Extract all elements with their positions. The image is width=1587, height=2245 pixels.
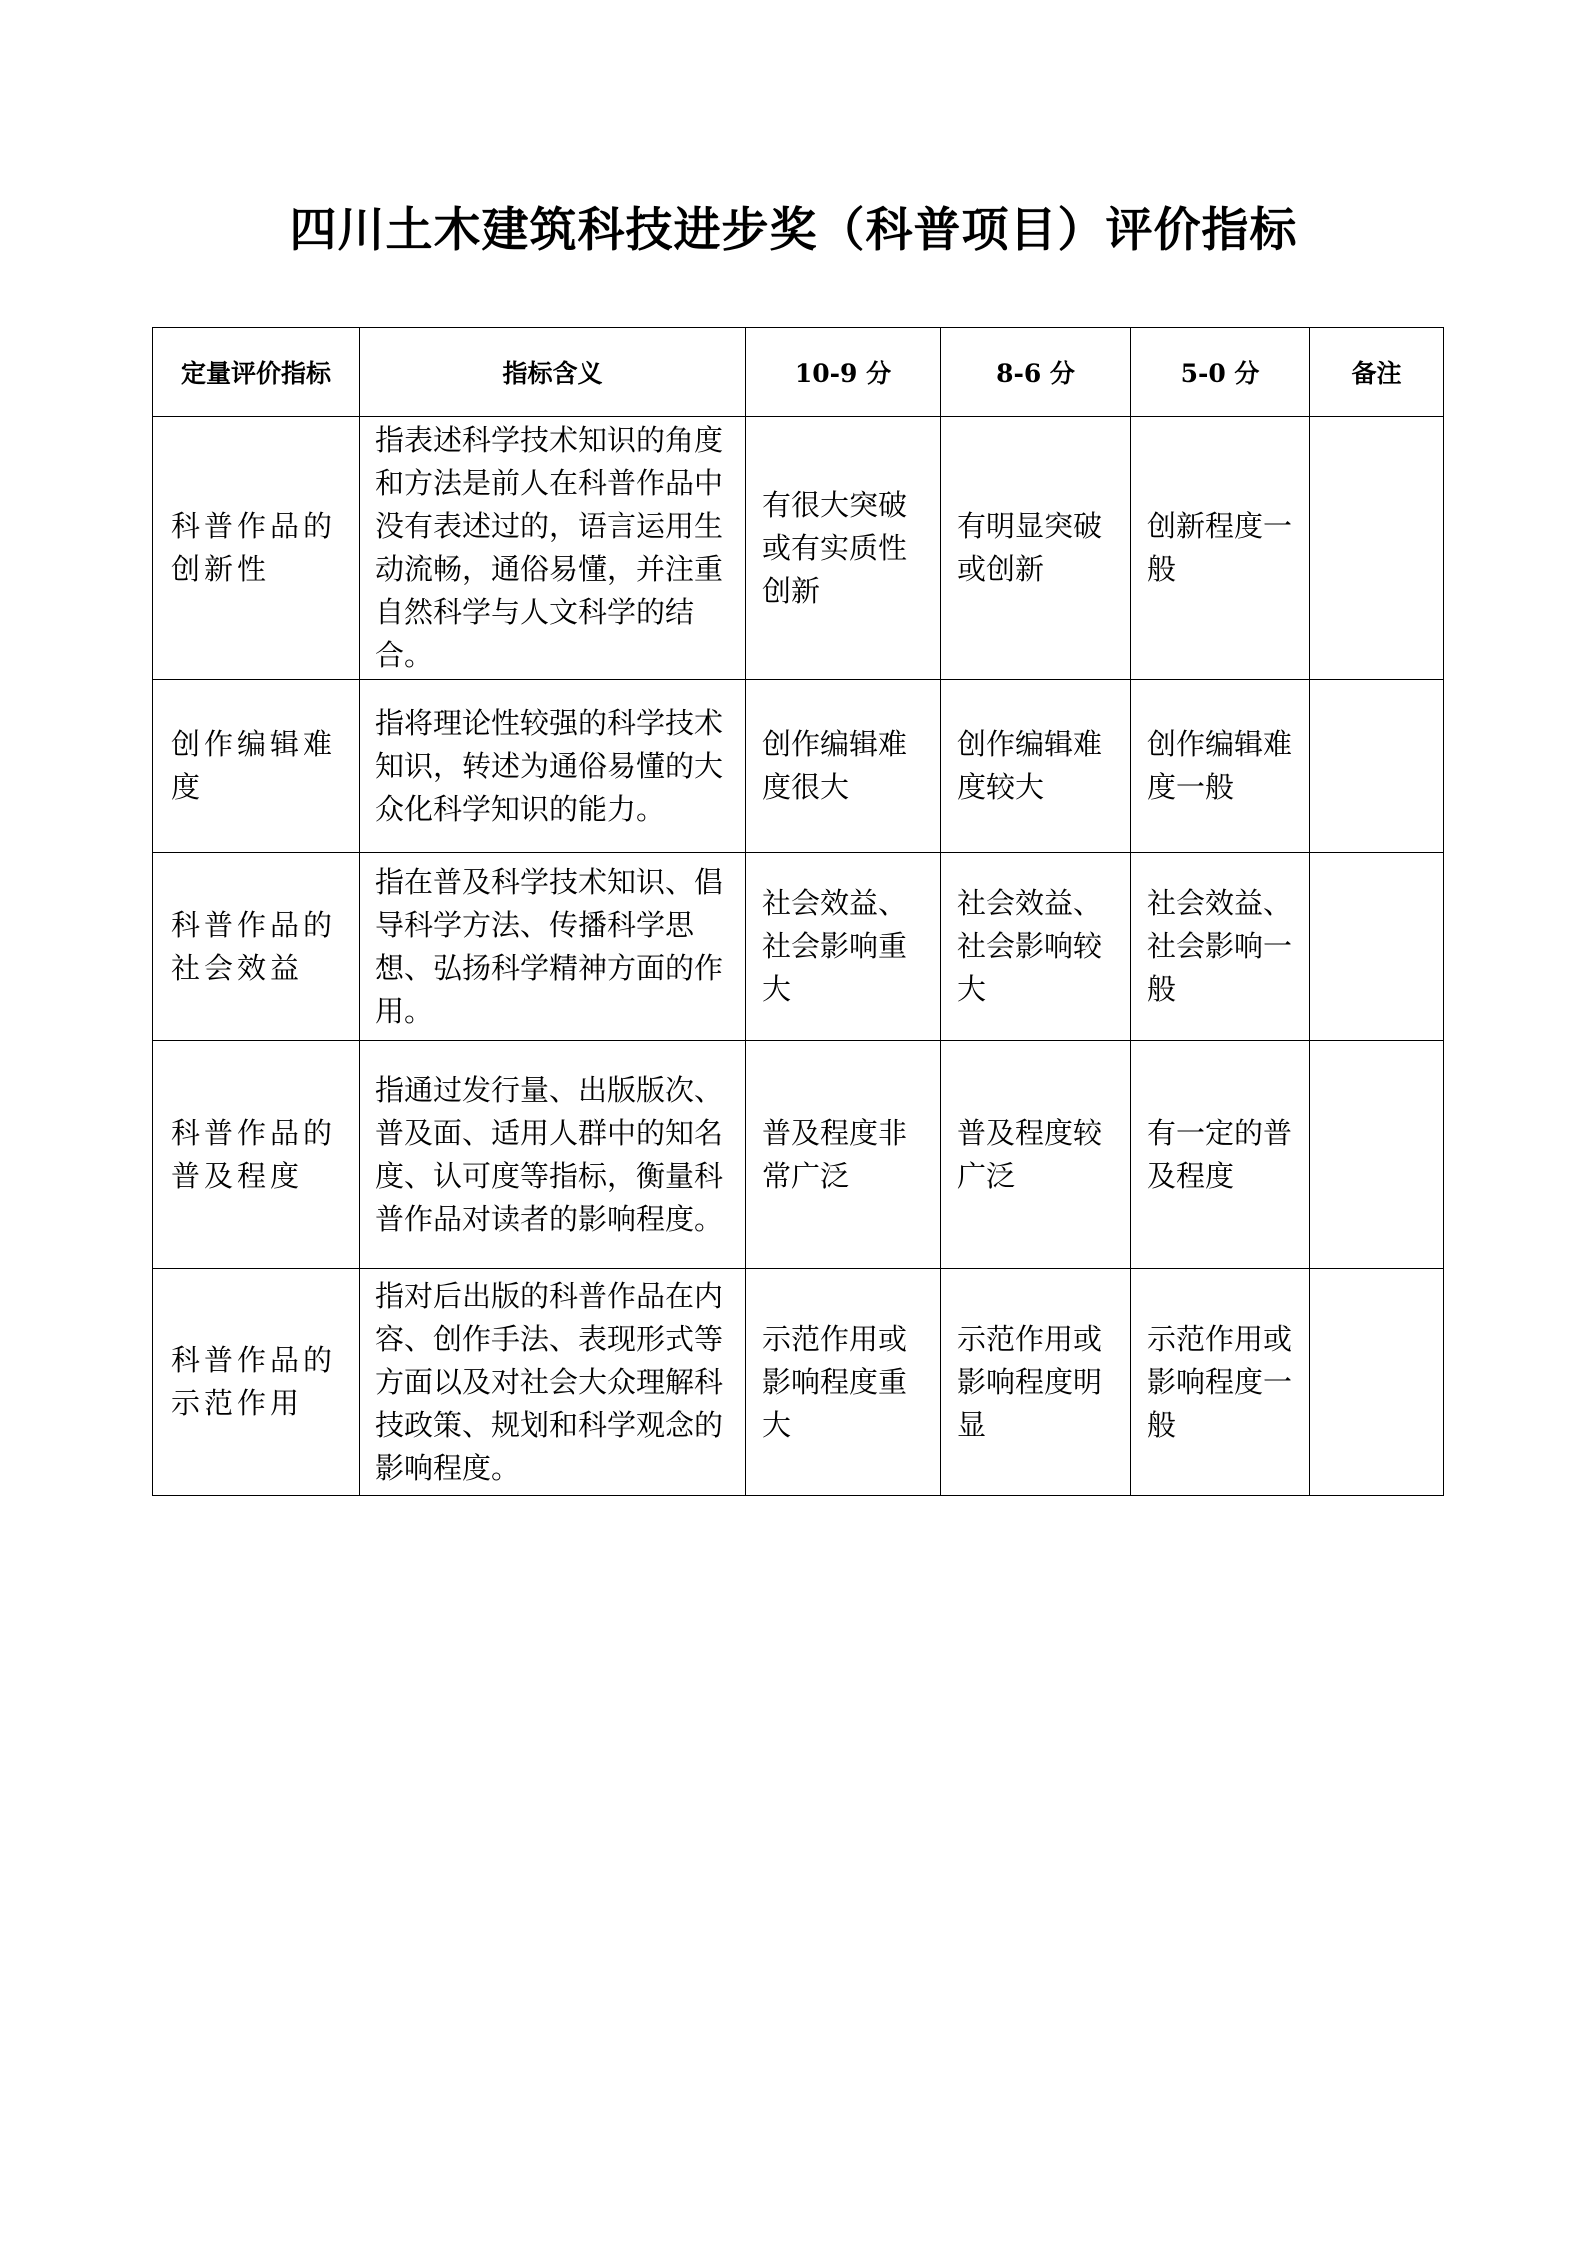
meaning-text: 指表述科学技术知识的角度和方法是前人在科普作品中没有表述过的，语言运用生动流畅，通俗易懂，并注重自然科学与人文科学的结合。 [375,423,724,672]
table-row [153,1269,1444,1496]
score-10-9-text: 有很大突破或有实质性创新 [762,487,908,608]
score-8-6-text: 有明显突破或创新 [957,509,1103,586]
meaning-text: 指将理论性较强的科学技术知识，转述为通俗易懂的大众化科学知识的能力。 [375,705,724,826]
table-row [153,417,1444,680]
indicator-text: 科普作品的社会效益 [171,907,337,985]
page-title: 四川土木建筑科技进步奖（科普项目）评价指标 [289,203,1298,258]
score-10-9-cell [746,853,941,1041]
score-5-0-cell [1131,680,1310,853]
table-row [153,1041,1444,1269]
score-8-6-cell [941,417,1131,680]
score-10-9-cell [746,417,941,680]
meaning-text: 指对后出版的科普作品在内容、创作手法、表现形式等方面以及对社会大众理解科技政策、规划和科学观念的影响程度。 [375,1278,724,1485]
remark-cell [1310,853,1444,1041]
score-5-0-cell [1131,853,1310,1041]
indicator-cell [153,1041,360,1269]
remark-text [1310,1380,1443,1384]
remark-text [1310,546,1443,550]
score-10-9-cell [746,680,941,853]
score-5-0-cell [1131,1041,1310,1269]
indicator-text: 创作编辑难度 [171,727,337,804]
score-8-6-text: 普及程度较广泛 [957,1115,1103,1193]
meaning-cell [360,1269,746,1496]
indicator-text: 科普作品的示范作用 [171,1343,337,1420]
score-5-0-text: 创作编辑难度一般 [1147,727,1293,804]
meaning-cell [360,680,746,853]
indicator-cell [153,1269,360,1496]
score-10-9-text: 社会效益、社会影响重大 [762,886,908,1006]
indicator-text: 科普作品的普及程度 [171,1115,337,1193]
score-8-6-cell [941,1269,1131,1496]
header-score-5-0: 5-0 分 [1131,328,1310,417]
score-8-6-text: 创作编辑难度较大 [957,727,1103,804]
header-score-8-6: 8-6 分 [941,328,1131,417]
table-row [153,853,1444,1041]
score-5-0-cell [1131,417,1310,680]
score-10-9-cell [746,1269,941,1496]
score-8-6-cell [941,1041,1131,1269]
remark-cell [1310,1041,1444,1269]
score-10-9-text: 创作编辑难度很大 [762,727,908,804]
remark-cell [1310,680,1444,853]
remark-text [1310,764,1443,768]
score-5-0-text: 示范作用或影响程度一般 [1147,1321,1293,1442]
table-header-row [153,328,1444,417]
remark-text [1310,945,1443,949]
meaning-text: 指通过发行量、出版版次、普及面、适用人群中的知名度、认可度等指标，衡量科普作品对读者的影响程度。 [375,1072,724,1236]
score-5-0-text: 社会效益、社会影响一般 [1147,886,1293,1006]
remark-text [1310,1153,1443,1157]
score-5-0-text: 有一定的普及程度 [1147,1115,1293,1193]
table-row [153,680,1444,853]
score-5-0-text: 创新程度一般 [1147,509,1293,586]
indicator-cell [153,680,360,853]
score-10-9-cell [746,1041,941,1269]
header-meaning: 指标含义 [360,328,746,417]
meaning-cell [360,1041,746,1269]
header-remark: 备注 [1310,328,1444,417]
indicator-cell [153,853,360,1041]
header-score-10-9: 10-9 分 [746,328,941,417]
indicator-cell [153,417,360,680]
remark-cell [1310,417,1444,680]
remark-cell [1310,1269,1444,1496]
meaning-text: 指在普及科学技术知识、倡导科学方法、传播科学思想、弘扬科学精神方面的作用。 [375,864,724,1028]
meaning-cell [360,853,746,1041]
score-5-0-cell [1131,1269,1310,1496]
meaning-cell [360,417,746,680]
score-10-9-text: 普及程度非常广泛 [762,1115,908,1193]
score-10-9-text: 示范作用或影响程度重大 [762,1321,908,1442]
score-8-6-text: 社会效益、社会影响较大 [957,886,1103,1006]
indicator-text: 科普作品的创新性 [171,509,337,586]
evaluation-table [152,327,1444,1496]
score-8-6-cell [941,680,1131,853]
score-8-6-text: 示范作用或影响程度明显 [957,1321,1103,1442]
score-8-6-cell [941,853,1131,1041]
header-indicator: 定量评价指标 [153,328,360,417]
